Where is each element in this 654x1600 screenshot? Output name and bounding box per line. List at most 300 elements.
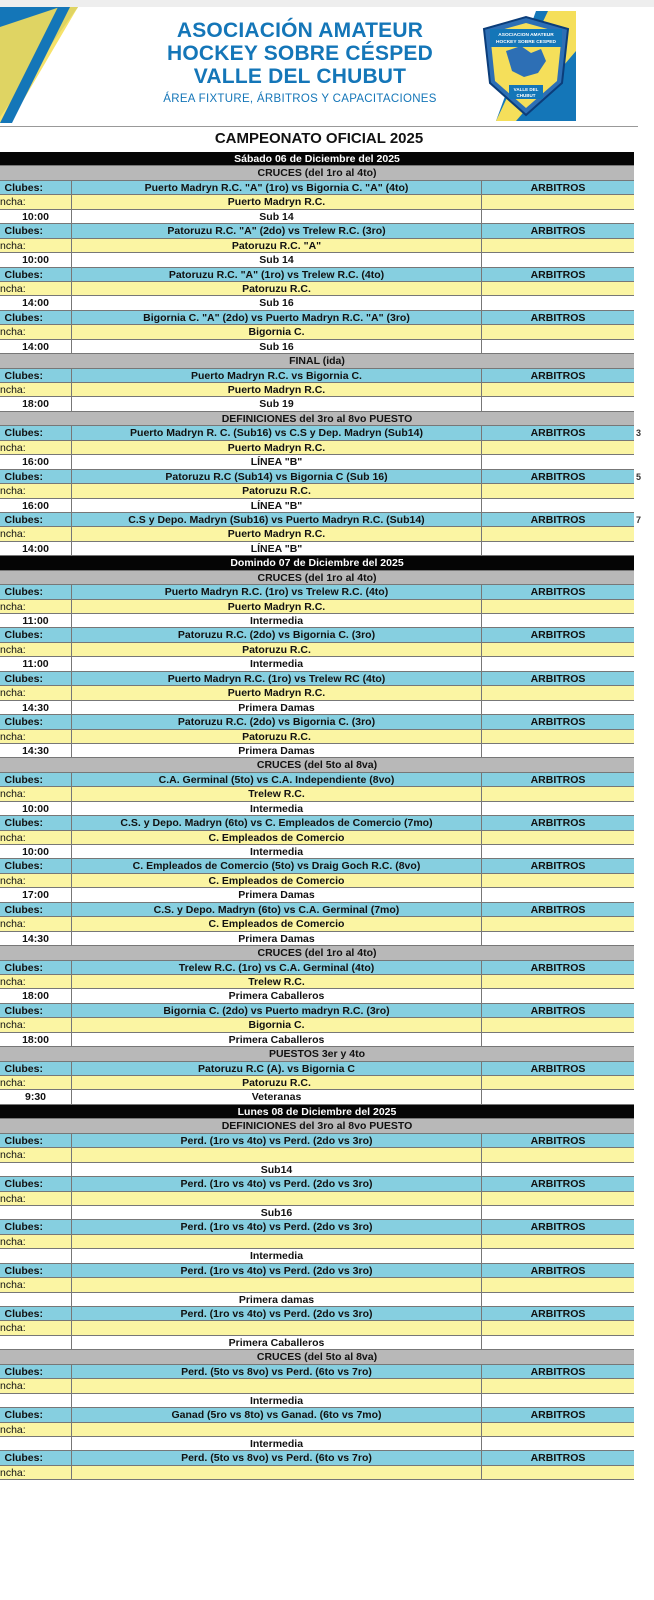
match-venue-row xyxy=(0,643,634,657)
match-venue-row xyxy=(0,1278,634,1292)
match-venue: C. Empleados de Comercio xyxy=(72,917,482,930)
match-category: Primera Caballeros xyxy=(72,1336,482,1349)
venue-label: ncha: xyxy=(0,917,72,930)
referees-label: ARBITROS xyxy=(530,1409,586,1422)
referees-cell xyxy=(482,1249,634,1262)
svg-text:HOCKEY SOBRE CESPED: HOCKEY SOBRE CESPED xyxy=(496,40,556,45)
match-time-row xyxy=(0,1163,634,1177)
match-time-row xyxy=(0,989,634,1003)
match-time: 18:00 xyxy=(0,397,72,410)
venue-label: ncha: xyxy=(0,527,72,540)
match-time-row xyxy=(0,932,634,946)
referees-label: ARBITROS xyxy=(530,1308,586,1320)
match-time: 11:00 xyxy=(0,614,72,627)
match-venue-row xyxy=(0,527,634,541)
referees-cell xyxy=(482,1192,634,1205)
match-venue-row xyxy=(0,325,634,339)
match-time-row xyxy=(0,657,634,671)
referees-cell xyxy=(482,932,634,945)
referees-label: ARBITROS xyxy=(530,369,586,382)
match-clubs-row xyxy=(0,715,634,729)
referees-cell xyxy=(482,845,634,858)
fixture-table xyxy=(0,152,654,1480)
match-teams: Patoruzu R.C. (2do) vs Bigornia C. (3ro) xyxy=(72,628,482,641)
match-venue-row xyxy=(0,1379,634,1393)
match-time-row xyxy=(0,397,634,411)
match-venue xyxy=(72,1379,482,1392)
referees-cell xyxy=(482,455,634,468)
match-time: 14:00 xyxy=(0,296,72,309)
match-venue-row xyxy=(0,1423,634,1437)
match-venue xyxy=(72,1321,482,1334)
match-time: 14:30 xyxy=(0,744,72,757)
referees-cell xyxy=(482,253,634,266)
referees-cell xyxy=(482,325,634,338)
day-header-row: Domindo 07 de Diciembre del 2025 xyxy=(0,556,634,570)
match-category: Sub 19 xyxy=(72,397,482,410)
match-clubs-row xyxy=(0,470,642,484)
referees-cell xyxy=(482,1278,634,1291)
referees-cell xyxy=(482,1437,634,1450)
clubs-label: Clubes: xyxy=(0,816,72,829)
section-header-row: CRUCES (del 1ro al 4to) xyxy=(0,166,634,180)
referees-cell xyxy=(482,600,634,613)
clubs-label: Clubes: xyxy=(0,181,72,194)
match-clubs-row xyxy=(0,816,634,830)
match-time-row xyxy=(0,499,634,513)
match-category: Intermedia xyxy=(72,1394,482,1407)
match-time xyxy=(0,1206,72,1219)
match-clubs-row xyxy=(0,961,634,975)
referees-cell xyxy=(482,701,634,714)
referees-cell xyxy=(482,657,634,670)
referees-cell xyxy=(482,1336,634,1349)
match-venue-row xyxy=(0,686,634,700)
match-teams: Puerto Madryn R.C. (1ro) vs Trelew R.C. (4to) xyxy=(72,585,482,598)
section-header-row: CRUCES (del 5to al 8va) xyxy=(0,758,634,772)
referees-label: ARBITROS xyxy=(530,1178,586,1191)
match-category: Primera Damas xyxy=(72,888,482,901)
venue-label: ncha: xyxy=(0,1148,72,1161)
match-venue xyxy=(72,1466,482,1479)
match-time: 17:00 xyxy=(0,888,72,901)
referees-cell xyxy=(482,1394,634,1407)
match-category: Sub 16 xyxy=(72,340,482,353)
match-time-row xyxy=(0,614,634,628)
referees-cell xyxy=(482,744,634,757)
match-teams: C.A. Germinal (5to) vs C.A. Independiente (8vo) xyxy=(72,773,482,786)
referees-cell xyxy=(482,1321,634,1334)
match-time: 14:30 xyxy=(0,701,72,714)
clubs-label: Clubes: xyxy=(0,1408,72,1421)
match-clubs-row xyxy=(0,1451,634,1465)
venue-label: ncha: xyxy=(0,484,72,497)
match-clubs-row xyxy=(0,426,642,440)
match-venue-row xyxy=(0,441,634,455)
referees-label: ARBITROS xyxy=(530,181,586,194)
venue-label: ncha: xyxy=(0,730,72,743)
match-category: Primera Caballeros xyxy=(72,1033,482,1046)
match-time-row xyxy=(0,1394,634,1408)
match-venue-row xyxy=(0,787,634,801)
match-teams: Puerto Madryn R.C. "A" (1ro) vs Bigornia C. "A" (4to) xyxy=(72,181,482,194)
match-venue: Patoruzu R.C. xyxy=(72,643,482,656)
venue-label: ncha: xyxy=(0,600,72,613)
referees-label: ARBITROS xyxy=(530,586,586,599)
match-time xyxy=(0,1336,72,1349)
match-time-row xyxy=(0,744,634,758)
venue-label: ncha: xyxy=(0,195,72,208)
match-venue-row xyxy=(0,1192,634,1206)
section-header-row: CRUCES (del 1ro al 4to) xyxy=(0,946,634,960)
association-logo xyxy=(476,11,576,121)
match-clubs-row xyxy=(0,224,634,238)
match-venue-row xyxy=(0,383,634,397)
match-venue: Patoruzu R.C. xyxy=(72,1076,482,1089)
match-venue: Patoruzu R.C. xyxy=(72,484,482,497)
match-teams: Perd. (5to vs 8vo) vs Perd. (6to vs 7ro) xyxy=(72,1451,482,1464)
referees-label: ARBITROS xyxy=(530,716,586,729)
match-category: Intermedia xyxy=(72,802,482,815)
referees-cell xyxy=(482,1033,634,1046)
match-time-row xyxy=(0,1293,634,1307)
clubs-label: Clubes: xyxy=(0,1134,72,1147)
match-time: 10:00 xyxy=(0,845,72,858)
match-teams: C.S. y Depo. Madryn (6to) vs C. Empleados de Comercio (7mo) xyxy=(72,816,482,829)
clubs-label: Clubes: xyxy=(0,1220,72,1233)
referees-cell xyxy=(482,1090,634,1103)
match-category: Primera Damas xyxy=(72,701,482,714)
match-venue-row xyxy=(0,484,634,498)
match-time-row xyxy=(0,542,634,556)
clubs-label: Clubes: xyxy=(0,715,72,728)
match-venue-row xyxy=(0,282,634,296)
match-clubs-row xyxy=(0,1062,634,1076)
referees-label: ARBITROS xyxy=(530,903,586,916)
referees-cell xyxy=(482,1206,634,1219)
venue-label: ncha: xyxy=(0,787,72,800)
match-teams: Patoruzu R.C (A). vs Bigornia C xyxy=(72,1062,482,1075)
match-teams: Puerto Madryn R. C. (Sub16) vs C.S y Dep. Madryn (Sub14) xyxy=(72,426,482,439)
match-venue xyxy=(72,1148,482,1161)
match-time xyxy=(0,1293,72,1306)
match-venue: C. Empleados de Comercio xyxy=(72,874,482,887)
referees-cell xyxy=(482,1423,634,1436)
referees-label: ARBITROS xyxy=(530,311,586,324)
referees-cell xyxy=(482,1379,634,1392)
match-category: Sub 16 xyxy=(72,296,482,309)
match-category: Primera Damas xyxy=(72,744,482,757)
match-time-row xyxy=(0,253,634,267)
match-venue xyxy=(72,1192,482,1205)
section-header-row: CRUCES (del 5to al 8va) xyxy=(0,1350,634,1364)
banner-decoration xyxy=(0,7,90,123)
svg-text:CHUBUT: CHUBUT xyxy=(516,93,536,98)
match-venue-row xyxy=(0,1235,634,1249)
referees-cell xyxy=(482,441,634,454)
match-category: Intermedia xyxy=(72,845,482,858)
header-banner xyxy=(0,7,654,123)
referees-cell xyxy=(482,614,634,627)
match-time: 10:00 xyxy=(0,210,72,223)
clubs-label: Clubes: xyxy=(0,470,72,483)
match-time-row xyxy=(0,888,634,902)
referees-label: ARBITROS xyxy=(530,1452,586,1465)
match-category: Intermedia xyxy=(72,1437,482,1450)
match-time: 18:00 xyxy=(0,1033,72,1046)
match-venue-row xyxy=(0,975,634,989)
match-category: Sub14 xyxy=(72,1163,482,1176)
match-teams: Trelew R.C. (1ro) vs C.A. Germinal (4to) xyxy=(72,961,482,974)
match-time: 9:30 xyxy=(0,1090,72,1103)
venue-label: ncha: xyxy=(0,975,72,988)
match-teams: Patoruzu R.C. (2do) vs Bigornia C. (3ro) xyxy=(72,715,482,728)
edge-number: 5 xyxy=(636,471,642,482)
match-time-row xyxy=(0,1249,634,1263)
referees-cell xyxy=(482,296,634,309)
referees-cell xyxy=(482,1018,634,1031)
edge-number: 3 xyxy=(636,428,642,439)
match-time: 16:00 xyxy=(0,499,72,512)
match-time-row xyxy=(0,845,634,859)
venue-label: ncha: xyxy=(0,1018,72,1031)
venue-label: ncha: xyxy=(0,1321,72,1334)
match-teams: C.S y Depo. Madryn (Sub16) vs Puerto Madryn R.C. (Sub14) xyxy=(72,513,482,526)
match-venue-row xyxy=(0,1018,634,1032)
match-category: LÍNEA "B" xyxy=(72,455,482,468)
referees-cell xyxy=(482,527,634,540)
match-venue-row xyxy=(0,730,634,744)
venue-label: ncha: xyxy=(0,643,72,656)
clubs-label: Clubes: xyxy=(0,628,72,641)
venue-label: ncha: xyxy=(0,1466,72,1479)
referees-cell xyxy=(482,397,634,410)
referees-label: ARBITROS xyxy=(530,427,586,440)
referees-cell xyxy=(482,874,634,887)
match-category: Intermedia xyxy=(72,657,482,670)
association-area-subtitle: ÁREA FIXTURE, ÁRBITROS Y CAPACITACIONES xyxy=(163,93,437,105)
match-teams: Perd. (5to vs 8vo) vs Perd. (6to vs 7ro) xyxy=(72,1365,482,1378)
match-venue xyxy=(72,1278,482,1291)
match-venue-row xyxy=(0,831,634,845)
match-category: Intermedia xyxy=(72,614,482,627)
match-venue-row xyxy=(0,1148,634,1162)
match-clubs-row xyxy=(0,268,634,282)
match-teams: C.S. y Depo. Madryn (6to) vs C.A. Germinal (7mo) xyxy=(72,903,482,916)
referees-label: ARBITROS xyxy=(530,672,586,685)
referees-cell xyxy=(482,787,634,800)
match-teams: Perd. (1ro vs 4to) vs Perd. (2do vs 3ro) xyxy=(72,1307,482,1320)
referees-label: ARBITROS xyxy=(530,1365,586,1378)
match-venue: Trelew R.C. xyxy=(72,975,482,988)
match-teams: Patoruzu R.C. "A" (1ro) vs Trelew R.C. (4to) xyxy=(72,268,482,281)
referees-cell xyxy=(482,282,634,295)
match-clubs-row xyxy=(0,181,634,195)
match-category: Sub 14 xyxy=(72,253,482,266)
referees-cell xyxy=(482,499,634,512)
referees-cell xyxy=(482,1235,634,1248)
clubs-label: Clubes: xyxy=(0,773,72,786)
clubs-label: Clubes: xyxy=(0,1307,72,1320)
match-category: Sub16 xyxy=(72,1206,482,1219)
match-venue-row xyxy=(0,917,634,931)
match-teams: Perd. (1ro vs 4to) vs Perd. (2do vs 3ro) xyxy=(72,1264,482,1277)
match-venue-row xyxy=(0,1321,634,1335)
match-teams: Perd. (1ro vs 4to) vs Perd. (2do vs 3ro) xyxy=(72,1177,482,1190)
referees-label: ARBITROS xyxy=(530,1134,586,1147)
match-venue: Trelew R.C. xyxy=(72,787,482,800)
referees-cell xyxy=(482,195,634,208)
clubs-label: Clubes: xyxy=(0,369,72,382)
match-venue: Puerto Madryn R.C. xyxy=(72,441,482,454)
association-name-line3: VALLE DEL CHUBUT xyxy=(193,65,407,88)
referees-cell xyxy=(482,1163,634,1176)
referees-cell xyxy=(482,383,634,396)
match-venue-row xyxy=(0,1466,634,1480)
referees-cell xyxy=(482,1076,634,1089)
match-clubs-row xyxy=(0,369,634,383)
referees-cell xyxy=(482,917,634,930)
match-teams: Perd. (1ro vs 4to) vs Perd. (2do vs 3ro) xyxy=(72,1134,482,1147)
match-venue: Puerto Madryn R.C. xyxy=(72,686,482,699)
match-clubs-row xyxy=(0,672,634,686)
match-clubs-row xyxy=(0,628,634,642)
referees-label: ARBITROS xyxy=(530,1062,586,1075)
referees-cell xyxy=(482,888,634,901)
match-time: 10:00 xyxy=(0,253,72,266)
match-venue: Puerto Madryn R.C. xyxy=(72,383,482,396)
match-time: 14:00 xyxy=(0,542,72,555)
match-time-row xyxy=(0,1033,634,1047)
match-venue: Puerto Madryn R.C. xyxy=(72,600,482,613)
match-time-row xyxy=(0,210,634,224)
match-teams: Puerto Madryn R.C. vs Bigornia C. xyxy=(72,369,482,382)
match-time-row xyxy=(0,802,634,816)
referees-cell xyxy=(482,989,634,1002)
clubs-label: Clubes: xyxy=(0,961,72,974)
referees-label: ARBITROS xyxy=(530,961,586,974)
referees-cell xyxy=(482,1466,634,1479)
match-venue: Bigornia C. xyxy=(72,325,482,338)
clubs-label: Clubes: xyxy=(0,426,72,439)
clubs-label: Clubes: xyxy=(0,585,72,598)
referees-label: ARBITROS xyxy=(530,860,586,873)
match-category: LÍNEA "B" xyxy=(72,499,482,512)
svg-text:ASOCIACION AMATEUR: ASOCIACION AMATEUR xyxy=(498,33,554,38)
venue-label: ncha: xyxy=(0,1076,72,1089)
match-clubs-row xyxy=(0,1220,634,1234)
match-time-row xyxy=(0,296,634,310)
referees-label: ARBITROS xyxy=(530,629,586,642)
association-name-line2: HOCKEY SOBRE CÉSPED xyxy=(167,42,433,65)
venue-label: ncha: xyxy=(0,282,72,295)
venue-label: ncha: xyxy=(0,1278,72,1291)
match-time xyxy=(0,1249,72,1262)
match-clubs-row xyxy=(0,903,634,917)
referees-label: ARBITROS xyxy=(530,773,586,786)
venue-label: ncha: xyxy=(0,1235,72,1248)
venue-label: ncha: xyxy=(0,1379,72,1392)
referees-cell xyxy=(482,730,634,743)
venue-label: ncha: xyxy=(0,441,72,454)
match-clubs-row xyxy=(0,513,642,527)
match-clubs-row xyxy=(0,1004,634,1018)
referees-cell xyxy=(482,484,634,497)
match-venue: C. Empleados de Comercio xyxy=(72,831,482,844)
clubs-label: Clubes: xyxy=(0,1451,72,1464)
referees-cell xyxy=(482,975,634,988)
match-venue: Patoruzu R.C. xyxy=(72,730,482,743)
section-header-row: CRUCES (del 1ro al 4to) xyxy=(0,571,634,585)
match-time-row xyxy=(0,1336,634,1350)
match-time: 14:30 xyxy=(0,932,72,945)
day-header-row: Lunes 08 de Diciembre del 2025 xyxy=(0,1105,634,1119)
match-category: Veteranas xyxy=(72,1090,482,1103)
match-category: Sub 14 xyxy=(72,210,482,223)
match-time-row xyxy=(0,340,634,354)
match-clubs-row xyxy=(0,1177,634,1191)
match-time: 14:00 xyxy=(0,340,72,353)
referees-label: ARBITROS xyxy=(530,1264,586,1277)
match-category: Intermedia xyxy=(72,1249,482,1262)
match-teams: Perd. (1ro vs 4to) vs Perd. (2do vs 3ro) xyxy=(72,1220,482,1233)
referees-label: ARBITROS xyxy=(530,1221,586,1234)
match-venue-row xyxy=(0,600,634,614)
referees-cell xyxy=(482,239,634,252)
match-category: Primera Damas xyxy=(72,932,482,945)
match-venue xyxy=(72,1423,482,1436)
match-teams: Patoruzu R.C (Sub14) vs Bigornia C (Sub 16) xyxy=(72,470,482,483)
section-header-row: DEFINICIONES del 3ro al 8vo PUESTO xyxy=(0,1119,634,1133)
match-clubs-row xyxy=(0,773,634,787)
venue-label: ncha: xyxy=(0,239,72,252)
match-teams: Patoruzu R.C. "A" (2do) vs Trelew R.C. (3ro) xyxy=(72,224,482,237)
referees-label: ARBITROS xyxy=(530,268,586,281)
clubs-label: Clubes: xyxy=(0,1264,72,1277)
venue-label: ncha: xyxy=(0,831,72,844)
clubs-label: Clubes: xyxy=(0,672,72,685)
match-clubs-row xyxy=(0,1264,634,1278)
section-header-row: DEFINICIONES del 3ro al 8vo PUESTO xyxy=(0,412,634,426)
referees-cell xyxy=(482,1148,634,1161)
match-venue: Patoruzu R.C. xyxy=(72,282,482,295)
match-clubs-row xyxy=(0,859,634,873)
referees-label: ARBITROS xyxy=(530,817,586,830)
venue-label: ncha: xyxy=(0,325,72,338)
referees-cell xyxy=(482,802,634,815)
day-header-row: Sábado 06 de Diciembre del 2025 xyxy=(0,152,634,166)
match-time: 11:00 xyxy=(0,657,72,670)
referees-label: ARBITROS xyxy=(530,513,586,526)
match-category: LÍNEA "B" xyxy=(72,542,482,555)
clubs-label: Clubes: xyxy=(0,513,72,526)
referees-cell xyxy=(482,340,634,353)
clubs-label: Clubes: xyxy=(0,224,72,237)
match-clubs-row xyxy=(0,585,634,599)
match-category: Primera damas xyxy=(72,1293,482,1306)
referees-label: ARBITROS xyxy=(530,470,586,483)
svg-text:VALLE DEL: VALLE DEL xyxy=(513,87,539,92)
association-name-line1: ASOCIACIÓN AMATEUR xyxy=(176,19,424,42)
match-time xyxy=(0,1163,72,1176)
match-teams: C. Empleados de Comercio (5to) vs Draig Goch R.C. (8vo) xyxy=(72,859,482,872)
referees-cell xyxy=(482,210,634,223)
match-time-row xyxy=(0,1206,634,1220)
match-time xyxy=(0,1437,72,1450)
referees-cell xyxy=(482,1293,634,1306)
match-time: 18:00 xyxy=(0,989,72,1002)
match-venue-row xyxy=(0,239,634,253)
